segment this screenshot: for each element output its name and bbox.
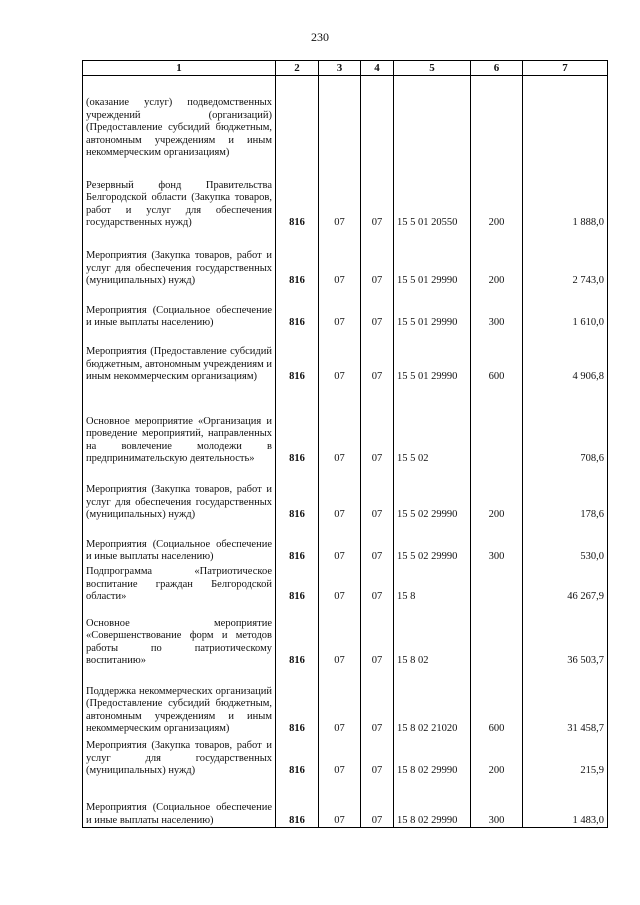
row-target-article-cell [394,76,471,160]
row-name-cell: Мероприятия (Социальное обеспечение и иные выплаты населению) [83,288,276,330]
row-section-cell: 07 [319,160,361,230]
row-grbs-cell: 816 [276,384,319,466]
row-grbs-cell: 816 [276,564,319,604]
table-row [83,466,608,522]
row-amount-cell: 1 888,0 [523,160,608,230]
row-target-article-cell: 15 8 02 29990 [394,778,471,828]
row-subsection-cell: 07 [361,230,394,288]
row-amount-cell: 46 267,9 [523,564,608,604]
row-grbs-cell: 816 [276,668,319,736]
header-col-6: 6 [471,61,523,76]
row-name-cell: Мероприятия (Социальное обеспечение и иные выплаты населению) [83,778,276,828]
row-amount-cell: 178,6 [523,466,608,522]
row-name-cell: Мероприятия (Закупка товаров, работ и услуг для государственных (муниципальных) нужд) [83,736,276,778]
row-expense-type-cell: 600 [471,330,523,384]
row-name-cell: Подпрограмма «Патриотическое воспитание граждан Белгородской области» [83,564,276,604]
row-target-article-cell: 15 8 02 21020 [394,668,471,736]
table-row [83,230,608,288]
row-grbs-cell: 816 [276,778,319,828]
row-section-cell: 07 [319,466,361,522]
table-row [83,736,608,778]
row-amount-cell: 31 458,7 [523,668,608,736]
row-expense-type-cell: 300 [471,522,523,564]
table-row [83,564,608,604]
header-col-7: 7 [523,61,608,76]
table-row [83,160,608,230]
header-row [83,61,608,76]
table-row [83,288,608,330]
table-row [83,76,608,160]
row-grbs-cell: 816 [276,230,319,288]
row-grbs-cell: 816 [276,330,319,384]
row-amount-cell: 36 503,7 [523,604,608,668]
row-name-cell: Мероприятия (Предоставление субсидий бюджетным, автономным учреждениям и иным некоммерческим организациям) [83,330,276,384]
row-subsection-cell: 07 [361,160,394,230]
row-subsection-cell: 07 [361,564,394,604]
row-name-cell: Поддержка некоммерческих организаций (Предоставление субсидий бюджетным, автономным учреждениям и иным некоммерческим организациям) [83,668,276,736]
row-amount-cell: 4 906,8 [523,330,608,384]
row-section-cell: 07 [319,778,361,828]
row-name-cell: Резервный фонд Правительства Белгородской области (Закупка товаров, работ и услуг для обеспечения государственных нужд) [83,160,276,230]
table-row [83,330,608,384]
row-name-cell: Основное мероприятие «Организация и проведение мероприятий, направленных на вовлечение молодежи в предпринимательскую деятельность» [83,384,276,466]
row-grbs-cell: 816 [276,736,319,778]
header-col-4: 4 [361,61,394,76]
table-row [83,668,608,736]
row-target-article-cell: 15 8 02 29990 [394,736,471,778]
row-target-article-cell: 15 8 [394,564,471,604]
row-expense-type-cell: 300 [471,288,523,330]
row-subsection-cell: 07 [361,384,394,466]
row-target-article-cell: 15 5 02 29990 [394,466,471,522]
row-target-article-cell: 15 5 01 29990 [394,330,471,384]
header-col-3: 3 [319,61,361,76]
row-expense-type-cell: 200 [471,466,523,522]
row-amount-cell: 708,6 [523,384,608,466]
row-amount-cell: 530,0 [523,522,608,564]
page-number: 230 [311,30,329,44]
row-section-cell [319,76,361,160]
row-target-article-cell: 15 8 02 [394,604,471,668]
row-amount-cell: 215,9 [523,736,608,778]
table-row [83,604,608,668]
row-name-cell: Мероприятия (Закупка товаров, работ и услуг для обеспечения государственных (муниципальных) нужд) [83,466,276,522]
row-subsection-cell: 07 [361,668,394,736]
row-amount-cell [523,76,608,160]
row-expense-type-cell [471,564,523,604]
row-target-article-cell: 15 5 01 20550 [394,160,471,230]
row-target-article-cell: 15 5 02 [394,384,471,466]
row-subsection-cell: 07 [361,778,394,828]
row-name-cell: Мероприятия (Социальное обеспечение и иные выплаты населению) [83,522,276,564]
header-col-5: 5 [394,61,471,76]
row-expense-type-cell: 300 [471,778,523,828]
table-body [83,76,608,828]
row-amount-cell: 1 483,0 [523,778,608,828]
row-expense-type-cell: 200 [471,230,523,288]
row-target-article-cell: 15 5 01 29990 [394,230,471,288]
row-section-cell: 07 [319,384,361,466]
row-expense-type-cell [471,76,523,160]
row-name-cell: (оказание услуг) подведомственных учреждений (организаций) (Предоставление субсидий бюджетным, автономным учреждениям и иным некоммерческим организациям) [83,76,276,160]
row-section-cell: 07 [319,230,361,288]
row-grbs-cell: 816 [276,522,319,564]
row-section-cell: 07 [319,330,361,384]
row-subsection-cell: 07 [361,522,394,564]
header-col-1: 1 [83,61,276,76]
row-grbs-cell [276,76,319,160]
row-subsection-cell: 07 [361,466,394,522]
row-section-cell: 07 [319,522,361,564]
row-expense-type-cell: 200 [471,736,523,778]
row-subsection-cell: 07 [361,604,394,668]
table-row [83,522,608,564]
row-section-cell: 07 [319,288,361,330]
row-subsection-cell: 07 [361,330,394,384]
row-subsection-cell: 07 [361,736,394,778]
row-section-cell: 07 [319,564,361,604]
budget-table [82,60,608,828]
row-subsection-cell [361,76,394,160]
header-col-2: 2 [276,61,319,76]
row-target-article-cell: 15 5 02 29990 [394,522,471,564]
row-name-cell: Основное мероприятие «Совершенствование форм и методов работы по патриотическому воспитанию» [83,604,276,668]
row-expense-type-cell: 200 [471,160,523,230]
row-subsection-cell: 07 [361,288,394,330]
row-expense-type-cell [471,384,523,466]
row-section-cell: 07 [319,604,361,668]
row-grbs-cell: 816 [276,288,319,330]
row-grbs-cell: 816 [276,160,319,230]
row-section-cell: 07 [319,736,361,778]
row-name-cell: Мероприятия (Закупка товаров, работ и услуг для обеспечения государственных (муниципальных) нужд) [83,230,276,288]
row-grbs-cell: 816 [276,604,319,668]
row-amount-cell: 1 610,0 [523,288,608,330]
row-grbs-cell: 816 [276,466,319,522]
row-expense-type-cell [471,604,523,668]
row-amount-cell: 2 743,0 [523,230,608,288]
table-row [83,778,608,828]
table-row [83,384,608,466]
row-section-cell: 07 [319,668,361,736]
row-expense-type-cell: 600 [471,668,523,736]
row-target-article-cell: 15 5 01 29990 [394,288,471,330]
